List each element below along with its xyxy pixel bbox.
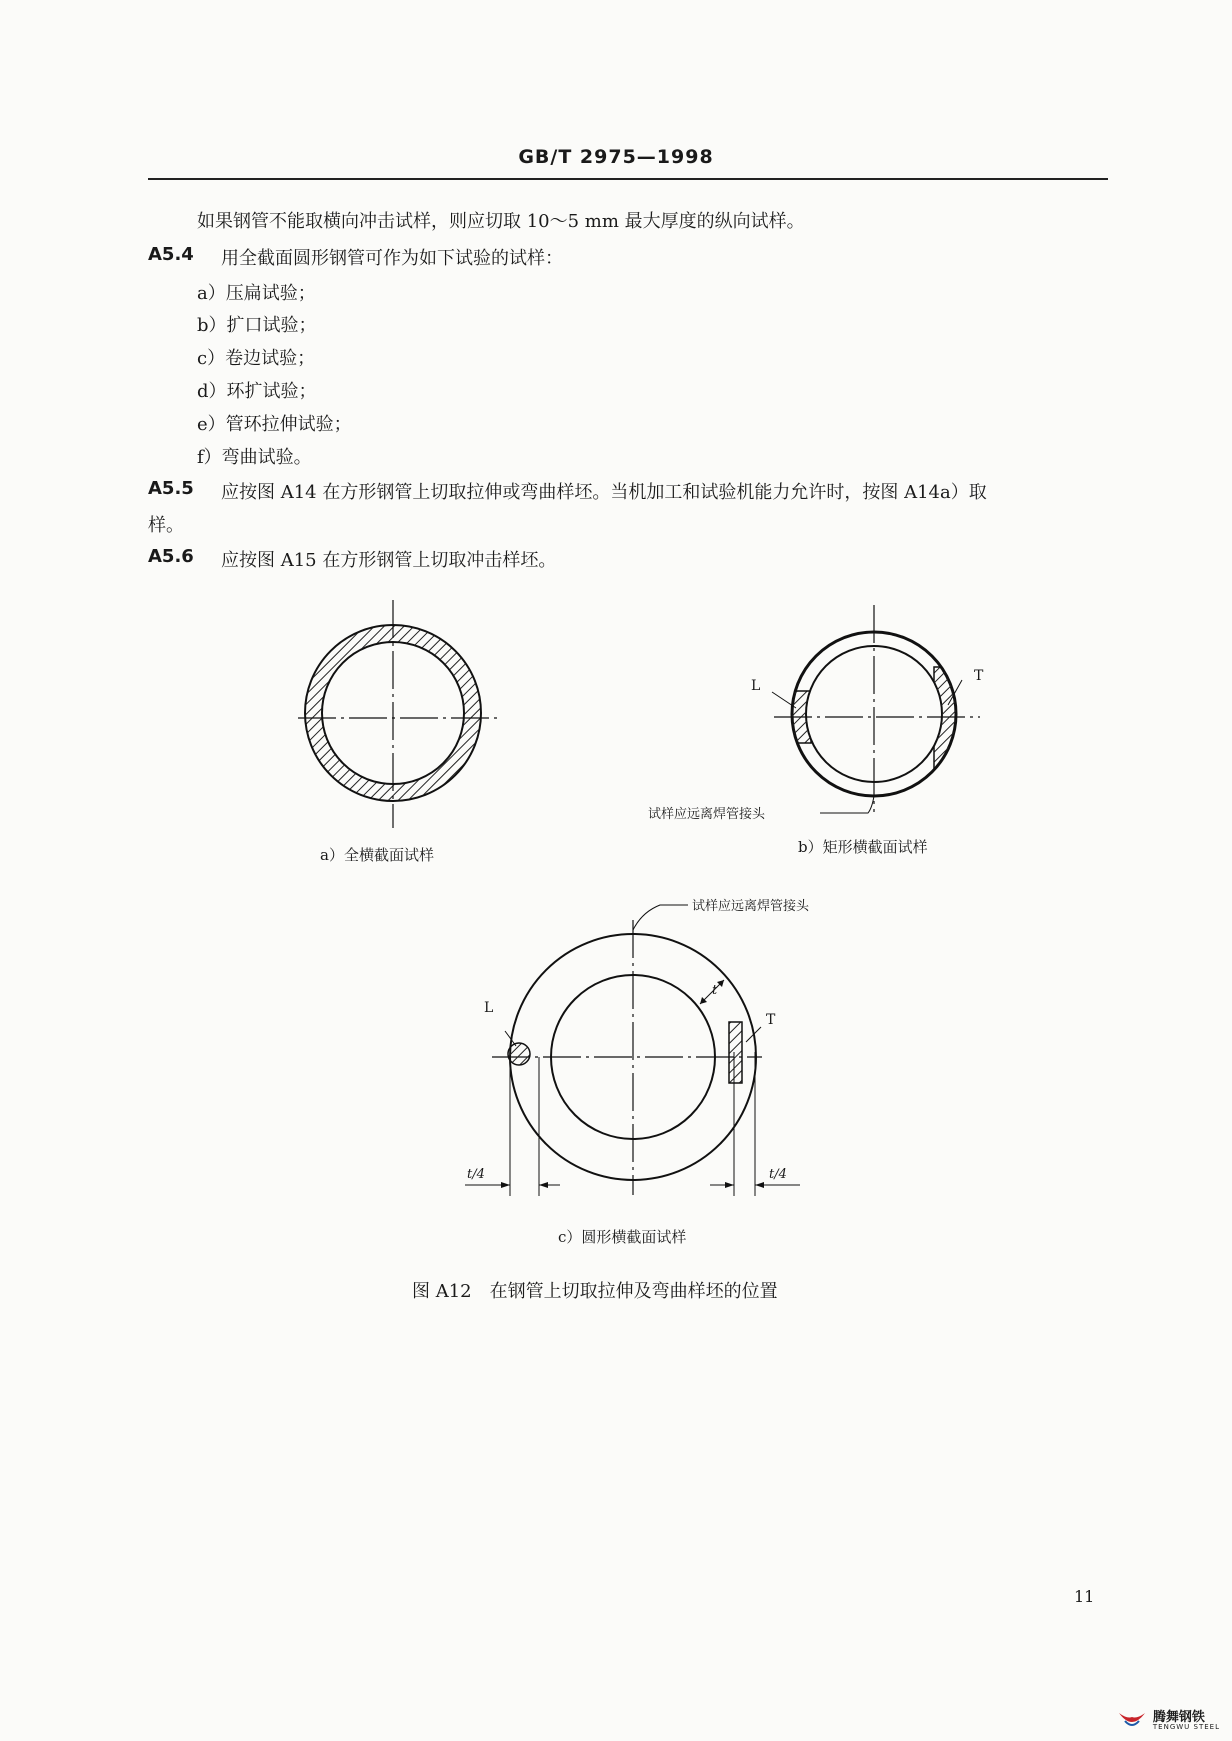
clause-text-a55-line1: 应按图 A14 在方形钢管上切取拉伸或弯曲样坯。当机加工和试验机能力允许时，按图 A14a）取 [221,482,987,503]
clause-number-a54: A5.4 [148,244,194,265]
list-item: d）环扩试验； [197,381,317,402]
logo-icon [1117,1709,1147,1733]
clause-number-a56: A5.6 [148,546,194,567]
figure-b-rectangular-section [772,605,980,813]
watermark-logo [1117,1709,1220,1733]
paragraph-impact-note: 如果钢管不能取横向冲击试样，则应切取 10～5 mm 最大厚度的纵向试样。 [197,211,805,232]
figure-c-label-T: T [766,1012,776,1028]
figure-a-caption: a）全横截面试样 [320,846,434,864]
clause-text-a55-line2: 样。 [148,515,184,536]
list-item: c）卷边试验； [197,348,316,369]
running-header: GB/T 2975—1998 [518,146,714,168]
page-number: 11 [1074,1587,1095,1606]
list-item: f）弯曲试验。 [197,447,312,468]
figure-b-note: 试样应远离焊管接头 [648,807,766,822]
clause-number-a55: A5.5 [148,478,194,499]
figure-c-note: 试样应远离焊管接头 [692,899,810,914]
figure-c-label-L: L [484,1000,494,1016]
figure-c-label-t: t [712,983,718,998]
clause-text-a54: 用全截面圆形钢管可作为如下试验的试样： [221,248,563,269]
figure-b-label-L: L [751,678,761,694]
list-item: e）管环拉伸试验； [197,414,352,435]
figure-c-caption: c）圆形横截面试样 [558,1228,687,1246]
figure-c-circular-section [465,905,800,1196]
figure-title: 图 A12 在钢管上切取拉伸及弯曲样坯的位置 [412,1281,778,1302]
clause-text-a56: 应按图 A15 在方形钢管上切取冲击样坯。 [221,550,557,571]
figure-c-dim-right: t/4 [769,1167,787,1182]
list-item: a）压扁试验； [197,283,316,304]
figure-b-caption: b）矩形横截面试样 [798,838,928,856]
watermark-cn: 腾舞钢铁 [1152,1710,1205,1725]
figure-a-full-section [298,600,500,828]
figure-b-label-T: T [974,668,984,684]
watermark-en: TENGWU STEEL [1152,1723,1220,1731]
list-item: b）扩口试验； [197,315,317,336]
figure-c-dim-left: t/4 [467,1167,485,1182]
